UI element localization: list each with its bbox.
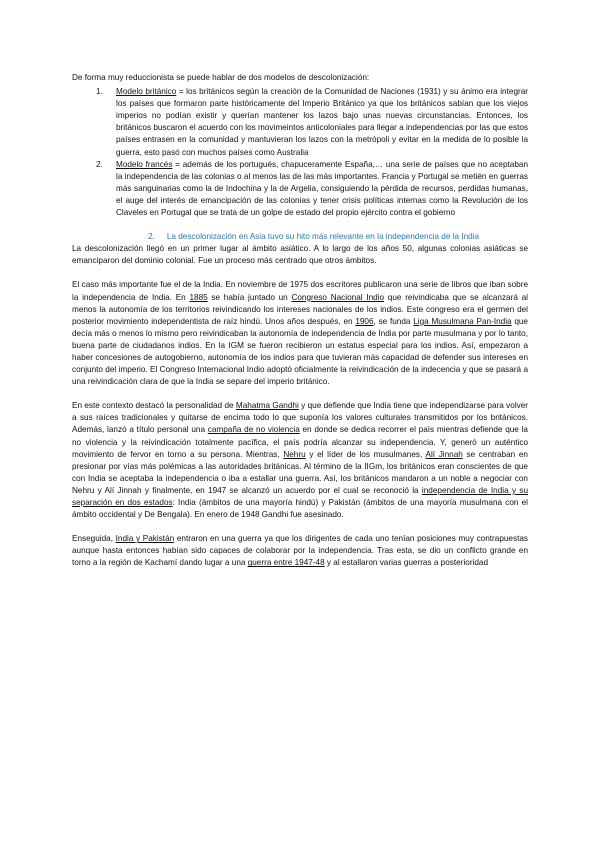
list-number: 1. <box>96 87 103 97</box>
text-run: Enseguida, <box>72 534 116 544</box>
list-number: 2. <box>96 159 103 169</box>
underlined-term: independencia de India y su separación en dos estados <box>72 485 528 507</box>
model-british-term: Modelo británico <box>116 87 177 97</box>
underlined-term: Alí Jinnah <box>425 449 463 459</box>
text-run: : India (ámbitos de una mayoría hindú) y Pakistán (ámbitos de una mayoría musulmana con el ámbito occidental y De Bengala). En enero de 1948 Gandhi fue asesinado. <box>72 498 528 520</box>
text-run: y que defiende que India tiene que independizarse para volver a sus raíces tradicionales y quitarse de encima todo lo que suponía los valores culturales transmitidos por los británicos. Además, lanzó a título personal una <box>72 401 529 435</box>
section-heading-number: 2. <box>148 232 155 242</box>
underlined-term: Liga Musulmana Pan-India <box>413 316 512 326</box>
model-french-term: Modelo francés <box>116 159 173 169</box>
paragraph-india-pakistan <box>72 533 528 569</box>
text-run: se centraban en presionar por vías más polémicas a las autoridades británicas. Al término de la IIGm, los británicos eran conscientes de que con India se aceptaba la independencia o iba a estallar una guerra. Así, los británicos mandaron a un noble a negociar con Nehru y Alí Jinnah y finalmente, en 1947 se alcanzó un acuerdo por el cual se reconoció la <box>72 449 528 495</box>
underlined-term: Congreso Nacional Indio <box>291 292 385 302</box>
paragraph-gandhi <box>72 400 528 521</box>
model-french-text: = además de los portugués, chapuceramente España,… una serie de países que no aceptaban la independencia de las colonias o al menos las de las más importantes. Francia y Portugal se metién en guerras más sanguinarias como la de Indochina y la de Argelia, consiguiendo la pérdida de recursos, perdidas humanas, el auge del interés de emancipación de las colonias y tener crisis políticas internas como la Revolución de los Claveles en Portugal que se trata de un golpe de estado del propio ejército contra el gobierno <box>116 159 528 218</box>
text-run: entraron en una guerra ya que los dirigentes de cada uno tenían posiciones muy contrapuestas aunque hasta entonces habían sido capaces de colaborar por la independencia. Tras esta, se dio un conflicto grande en torno a la región de Kachamí dando lugar a una <box>72 534 528 568</box>
model-british-text: = los británicos según la creación de la Comunidad de Naciones (1931) y su ánimo era integrar los países que formaron parte históricamente del Imperio Británico ya que los británicos sabían que los viejos imperios no podían existir y querían mantener los lazos bajo unas nuevas circunstancias. Entonces, los británicos buscaron el acuerdo con los movimeintos anticoloniales para llegar a independencias por las que estos países entrasen en la comunidad y mantuvieran los lazos con la metrópoli y evitar en la medida de lo posible la guerra, esto pasó con muchos países como Australia <box>116 87 529 157</box>
section-heading-text: La descolonización en Asia tuvo su hito más relevante en la independencia de la India <box>166 232 480 242</box>
text-run: En este contexto destacó la personalidad de <box>72 401 236 411</box>
text-run: El caso más importante fue el de la India. En noviembre de 1975 dos escritores publicaron una serie de libros que iban sobre la independencia de India. En <box>72 280 528 302</box>
underlined-term: campaña de no violencia <box>207 425 300 435</box>
models-list <box>72 86 528 219</box>
text-run: en donde se dedica recorrer el país mientras defiende que la no violencia y la reivindicación totalmente pacífica, el país podría alcanzar su independencia. Y, generó un auténtico movimiento de fervor en torno a su persona. Mientras, <box>72 425 528 459</box>
underlined-term: India y Pakistán <box>115 534 175 544</box>
underlined-term: 1885 <box>189 292 208 302</box>
intro-text: De forma muy reduccionista se puede hablar de dos modelos de descolonización: <box>72 73 370 82</box>
text-run: y al estallaron varias guerras a posterioridad <box>324 558 489 568</box>
paragraph-india-case <box>72 279 528 388</box>
document-page <box>72 72 528 569</box>
underlined-term: Mahatma Gandhi <box>235 401 299 411</box>
section-heading <box>148 231 528 243</box>
model-british-item <box>96 86 529 159</box>
paragraph-asia-intro: La descolonización llegó en un primer lugar al ámbito asiático. A lo largo de los años 50, algunas colonias asiáticas se emanciparon del dominio colonial. Fue un proceso más centrado que otros ámbitos. <box>72 244 528 266</box>
text-run: y el líder de los musulmanes, <box>305 449 426 459</box>
model-french-item <box>96 159 528 219</box>
text-run: se había juntado un <box>207 292 292 302</box>
text-run: , se funda <box>373 316 414 326</box>
text-run: que decía más o menos lo mismo pero reivindicaban la autonomía de independencia de India por parte musulmana y por lo tanto, buena parte de ciudadanos indios. En la IGM se fueron recibieron un estatus especial para los indios. Así, empezaron a haber concesiones de autogobierno, autonomía de los indios para que tuvieran más capacidad de defender sus intereses en conjunto del imperio. El Congreso Internacional Indio adoptó oficialmente la reivindicación de la indecencia y que se pasará a una reivindicación clara de que la India se separe del imperio británico. <box>72 316 528 387</box>
underlined-term: Nehru <box>283 449 306 459</box>
text-run: que reivindicaba que se alcanzará al menos la autonomía de los territorios reivindicando los intereses nacionales de los indios. Este congreso era el germen del posterior movimiento independentista de raíz hindú. Unos años después, en <box>72 292 528 326</box>
underlined-term: 1906 <box>355 316 374 326</box>
underlined-term: guerra entre 1947-48 <box>247 558 325 568</box>
